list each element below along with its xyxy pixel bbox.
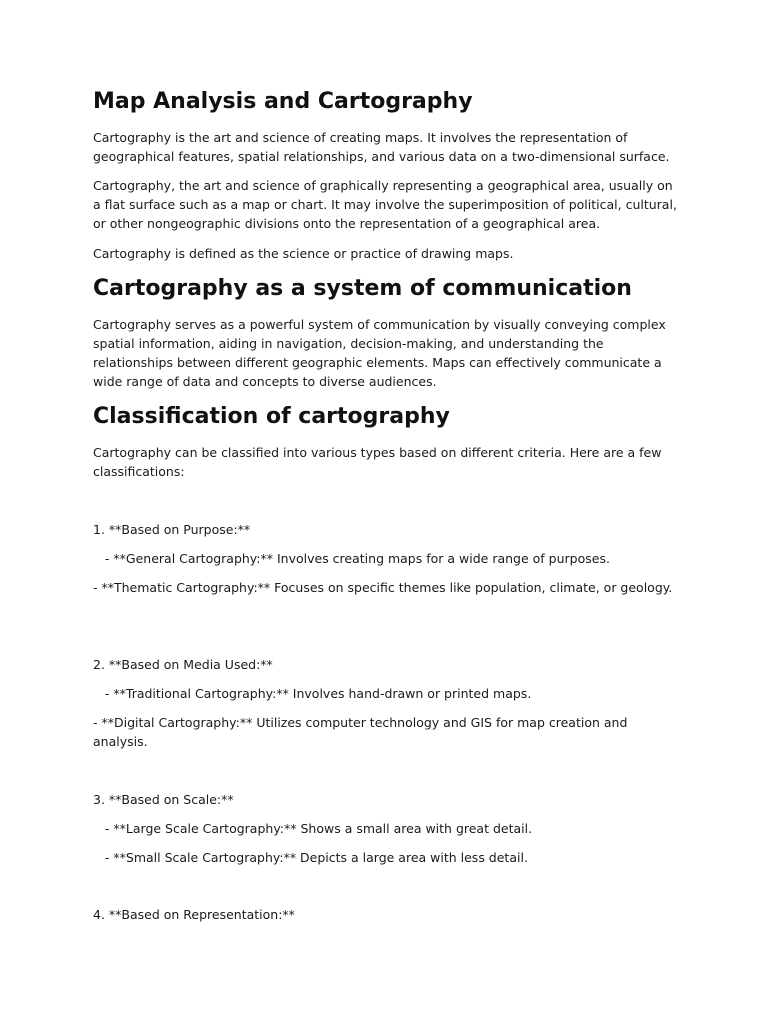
section-heading-classification: Classification of cartography <box>93 404 450 429</box>
list-item: - **Thematic Cartography:** Focuses on specific themes like population, climate, or geology. <box>93 580 673 595</box>
intro-paragraph-3: Cartography is defined as the science or practice of drawing maps. <box>93 246 514 261</box>
list-item: - **Traditional Cartography:** Involves hand-drawn or printed maps. <box>93 686 532 701</box>
list-item: - **Large Scale Cartography:** Shows a small area with great detail. <box>93 821 533 836</box>
list-item-title: 3. **Based on Scale:** <box>93 792 234 807</box>
list-item: - **Digital Cartography:** Utilizes computer technology and GIS for map creation and analysis. <box>93 715 628 749</box>
list-item-title: 4. **Based on Representation:** <box>93 907 295 922</box>
section-heading-communication: Cartography as a system of communication <box>93 276 632 301</box>
communication-paragraph: Cartography serves as a powerful system of communication by visually conveying complex spatial information, aiding in navigation, decision-making, and understanding the relationships between different geographic elements. Maps can effectively communicate a wide range of data and concepts to diverse audiences. <box>93 317 666 389</box>
intro-paragraph-1: Cartography is the art and science of creating maps. It involves the representation of geographical features, spatial relationships, and various data on a two-dimensional surface. <box>93 130 670 164</box>
list-item-title: 2. **Based on Media Used:** <box>93 657 273 672</box>
page-title: Map Analysis and Cartography <box>93 89 473 114</box>
list-item-title: 1. **Based on Purpose:** <box>93 522 251 537</box>
intro-paragraph-2: Cartography, the art and science of graphically representing a geographical area, usually on a flat surface such as a map or chart. It may involve the superimposition of political, cultural, or other nongeographic divisions onto the representation of a geographical area. <box>93 178 677 231</box>
list-item: - **Small Scale Cartography:** Depicts a large area with less detail. <box>93 850 528 865</box>
classification-paragraph: Cartography can be classified into various types based on different criteria. Here are a few classifications: <box>93 445 662 479</box>
list-item: - **General Cartography:** Involves creating maps for a wide range of purposes. <box>93 551 610 566</box>
